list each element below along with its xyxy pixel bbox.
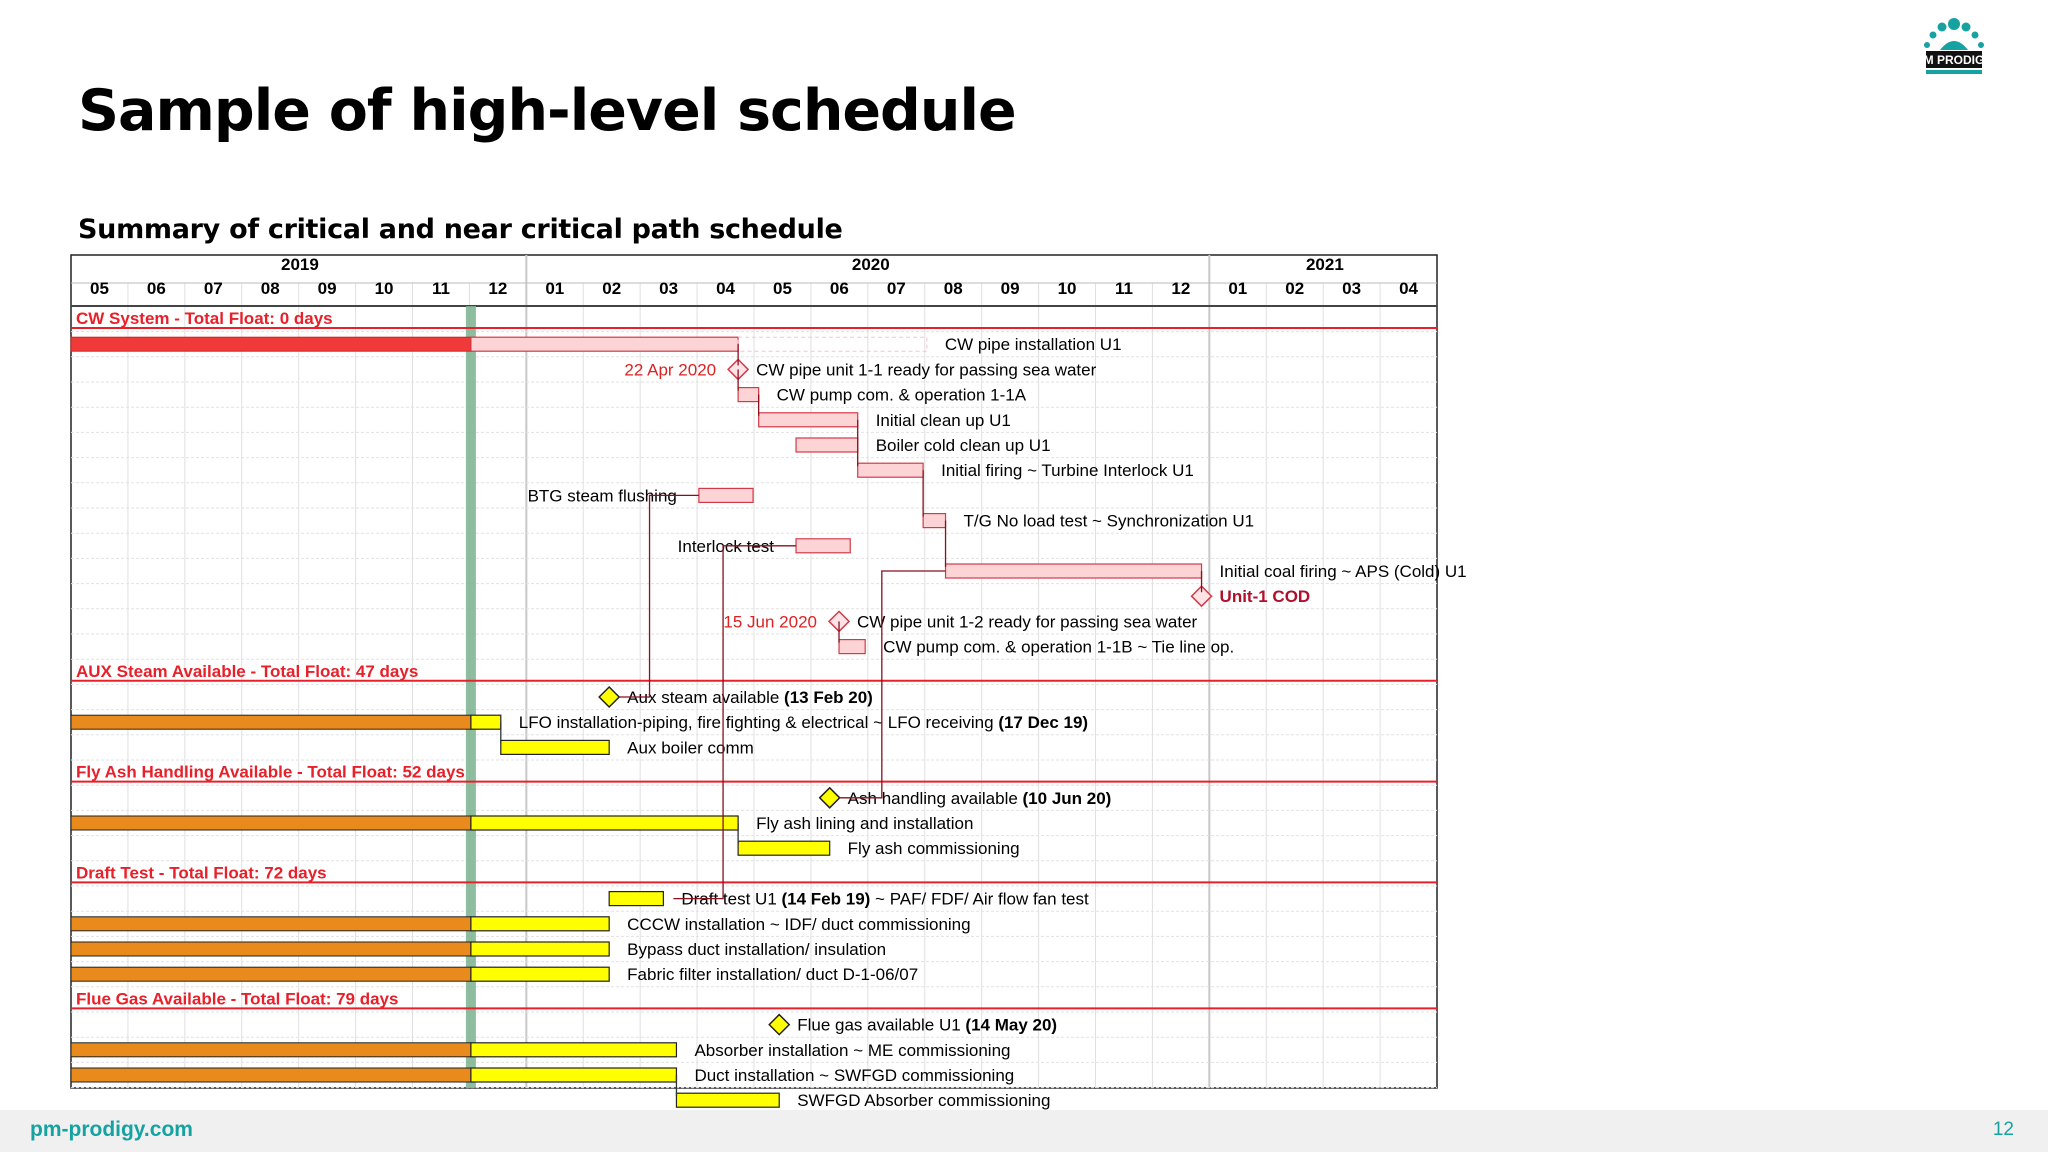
near-critical-bar-complete — [71, 1043, 471, 1057]
near-critical-bar — [609, 892, 663, 906]
milestone-label-text: Unit-1 COD — [1219, 587, 1311, 607]
task-label-text: Aux boiler comm — [627, 738, 754, 758]
year-tick-label: 2019 — [280, 255, 319, 274]
year-tick-label: 2020 — [851, 255, 890, 274]
month-tick-label: 02 — [1285, 279, 1305, 298]
task-label — [519, 713, 1088, 732]
near-critical-bar-remaining — [471, 1068, 677, 1082]
task-label — [627, 965, 918, 984]
milestone-label — [1220, 587, 1311, 606]
month-tick-label: 06 — [829, 279, 849, 298]
month-tick-label: 06 — [146, 279, 166, 298]
task-label-date: (17 Dec 19) — [993, 713, 1089, 733]
milestone-label-text: Ash handling available — [847, 788, 1018, 808]
month-tick-label: 10 — [1057, 279, 1077, 298]
task-label-text: LFO installation-piping, fire fighting & electrical ~ LFO receiving — [518, 713, 994, 733]
year-tick-label: 2021 — [1305, 255, 1344, 274]
critical-bar-remaining — [471, 337, 738, 351]
month-tick-label: 11 — [1114, 279, 1133, 298]
task-label-text: SWFGD Absorber commissioning — [797, 1091, 1051, 1111]
near-critical-bar-remaining — [471, 816, 738, 830]
month-tick-label: 01 — [1228, 279, 1248, 298]
task-label — [883, 638, 1234, 657]
milestone-label — [857, 612, 1198, 631]
milestone-date-label: 15 Jun 2020 — [723, 612, 818, 632]
near-critical-bar-complete — [71, 1068, 471, 1082]
near-critical-bar-remaining — [471, 715, 501, 729]
slide-title: Sample of high-level schedule — [78, 78, 1016, 144]
task-label-text: Boiler cold clean up U1 — [875, 436, 1051, 455]
task-label — [945, 335, 1122, 354]
milestone-label-text: Flue gas available U1 — [797, 1015, 961, 1035]
month-tick-label: 11 — [431, 279, 450, 298]
group-header-label: AUX Steam Available - Total Float: 47 days — [76, 661, 419, 681]
critical-bar — [699, 488, 753, 502]
page-number: 12 — [1992, 1119, 2014, 1140]
task-label: BTG steam flushing — [527, 486, 677, 506]
group-header-label: Flue Gas Available - Total Float: 79 days — [76, 989, 399, 1009]
month-tick-label: 05 — [89, 279, 109, 298]
task-label — [876, 411, 1011, 430]
milestone-label-text: CW pipe unit 1-2 ready for passing sea water — [857, 612, 1198, 632]
month-tick-label: 03 — [1342, 279, 1362, 298]
month-tick-label: 08 — [260, 279, 280, 298]
milestone-label — [797, 1016, 1057, 1035]
task-label-date: (14 Feb 19) — [776, 889, 871, 909]
month-tick-label: 04 — [716, 279, 736, 298]
near-critical-bar-remaining — [471, 917, 609, 931]
task-label — [694, 1041, 1010, 1060]
critical-bar — [796, 539, 850, 553]
task-label — [777, 386, 1027, 405]
milestone-label-date: (14 May 20) — [960, 1015, 1058, 1035]
task-label-suffix: ~ PAF/ FDF/ Air flow fan test — [870, 889, 1089, 909]
critical-bar — [759, 413, 858, 427]
month-tick-label: 09 — [317, 279, 337, 298]
task-label — [876, 436, 1051, 455]
critical-bar — [796, 438, 858, 452]
near-critical-bar — [501, 740, 609, 754]
critical-bar — [839, 640, 865, 654]
task-label-text: Initial firing ~ Turbine Interlock U1 — [941, 461, 1194, 481]
milestone-label-date: (13 Feb 20) — [779, 688, 873, 707]
critical-bar — [946, 564, 1202, 578]
critical-bar — [923, 514, 945, 528]
month-tick-label: 10 — [374, 279, 394, 298]
group-header-label: Fly Ash Handling Available - Total Float: 52 days — [76, 762, 465, 782]
task-label — [756, 814, 973, 833]
near-critical-bar-complete — [71, 816, 471, 830]
near-critical-bar-complete — [71, 917, 471, 931]
task-label — [627, 940, 886, 959]
critical-bar — [858, 463, 923, 477]
month-tick-label: 09 — [1000, 279, 1020, 298]
task-label — [964, 512, 1255, 531]
milestone-label — [756, 360, 1097, 379]
month-tick-label: 05 — [772, 279, 792, 298]
chart-subtitle: Summary of critical and near critical path schedule — [78, 214, 843, 245]
task-label-text: CW pipe installation U1 — [944, 335, 1122, 355]
task-label-text: Fly ash commissioning — [847, 839, 1020, 859]
month-tick-label: 04 — [1399, 279, 1419, 298]
month-tick-label: 01 — [545, 279, 565, 298]
task-label-text: Initial clean up U1 — [875, 410, 1011, 430]
task-label-text: Fabric filter installation/ duct D-1-06/07 — [627, 965, 919, 985]
month-tick-label: 12 — [1171, 279, 1191, 298]
critical-bar — [738, 388, 759, 402]
task-label — [848, 839, 1020, 858]
month-tick-label: 07 — [203, 279, 223, 298]
near-critical-bar — [738, 841, 830, 855]
near-critical-bar-remaining — [471, 967, 609, 981]
group-header-label: CW System - Total Float: 0 days — [76, 309, 333, 328]
month-tick-label: 02 — [602, 279, 622, 298]
near-critical-bar — [676, 1093, 779, 1107]
task-label-text: Initial coal firing ~ APS (Cold) U1 — [1219, 562, 1467, 581]
footer-url[interactable]: pm-prodigy.com — [30, 1118, 193, 1141]
near-critical-bar-remaining — [471, 1043, 677, 1057]
task-label-text: T/G No load test ~ Synchronization U1 — [963, 511, 1255, 531]
task-label-text: Duct installation ~ SWFGD commissioning — [694, 1066, 1015, 1085]
critical-bar-complete — [71, 337, 471, 351]
month-tick-label: 03 — [659, 279, 679, 298]
task-label — [941, 461, 1194, 480]
milestone-label — [848, 789, 1112, 808]
task-label: Interlock test — [677, 536, 775, 556]
task-label — [627, 738, 754, 757]
near-critical-bar-complete — [71, 715, 471, 729]
task-label — [797, 1091, 1050, 1110]
task-label — [681, 890, 1089, 909]
milestone-label-date: (10 Jun 20) — [1017, 788, 1112, 808]
month-tick-label: 08 — [943, 279, 963, 298]
task-label-text: Absorber installation ~ ME commissioning — [694, 1040, 1011, 1060]
task-label-text: CW pump com. & operation 1-1B ~ Tie line op. — [883, 637, 1235, 657]
task-label — [694, 1066, 1014, 1085]
task-label-text: Fly ash lining and installation — [756, 814, 974, 833]
near-critical-bar-complete — [71, 942, 471, 956]
near-critical-bar-remaining — [471, 942, 609, 956]
footer-bar — [0, 1110, 2048, 1152]
task-label — [627, 915, 970, 934]
task-label-text: CCCW installation ~ IDF/ duct commissioning — [627, 914, 971, 934]
near-critical-bar-complete — [71, 967, 471, 981]
month-tick-label: 12 — [488, 279, 508, 298]
milestone-date-label: 22 Apr 2020 — [624, 360, 717, 380]
milestone-label-text: CW pipe unit 1-1 ready for passing sea water — [756, 360, 1097, 380]
group-header-label: Draft Test - Total Float: 72 days — [76, 863, 327, 883]
month-tick-label: 07 — [886, 279, 906, 298]
milestone-label-text: Aux steam available — [627, 688, 780, 707]
task-label-text: Bypass duct installation/ insulation — [627, 940, 887, 959]
task-label — [1220, 562, 1467, 581]
task-label-text: CW pump com. & operation 1-1A — [776, 385, 1027, 405]
milestone-label — [627, 688, 873, 707]
logo-text: PM PRODIGY — [1918, 53, 1990, 67]
task-label-text: Draft test U1 — [681, 889, 777, 909]
